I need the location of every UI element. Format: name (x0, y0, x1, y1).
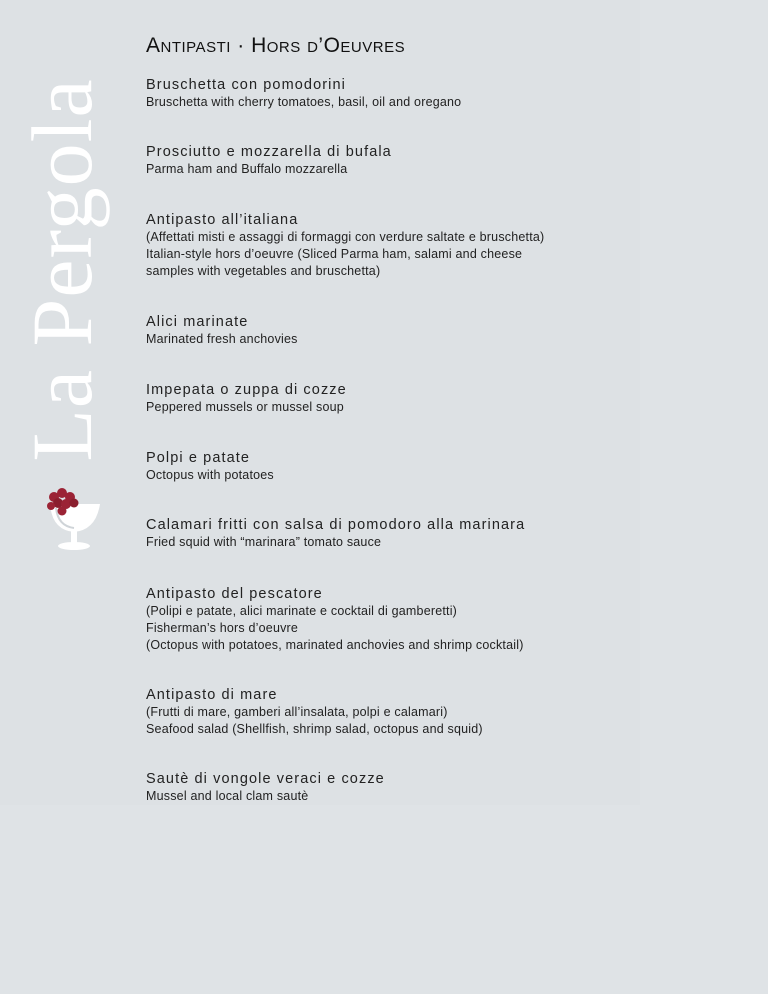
menu-item-name: Bruschetta con pomodorini (146, 77, 346, 93)
menu-item-name: Calamari fritti con salsa di pomodoro alla marinara (146, 517, 526, 533)
logo-wordmark: La Pergola (14, 78, 110, 462)
menu-item-description: samples with vegetables and bruschetta) (146, 264, 381, 278)
menu-item (146, 76, 626, 111)
menu-item-description: Octopus with potatoes (146, 468, 274, 482)
menu-item-description: Fried squid with “marinara” tomato sauce (146, 535, 382, 549)
menu-item (146, 516, 626, 551)
grape-bowl-icon (44, 486, 104, 552)
menu-item (146, 143, 626, 178)
menu-item-description: (Affettati misti e assaggi di formaggi con verdure saltate e bruschetta) (146, 230, 545, 244)
menu-item-description: Bruschetta with cherry tomatoes, basil, oil and oregano (146, 95, 462, 109)
menu-item-description: (Octopus with potatoes, marinated anchovies and shrimp cocktail) (146, 638, 524, 652)
menu-item-description: (Frutti di mare, gamberi all’insalata, polpi e calamari) (146, 705, 448, 719)
menu-item-description: Mussel and local clam sautè (146, 789, 309, 803)
menu-item-name: Antipasto all’italiana (146, 212, 299, 228)
menu-item (146, 313, 626, 348)
menu-item (146, 585, 626, 654)
menu-item (146, 449, 626, 484)
menu-item-description: Seafood salad (Shellfish, shrimp salad, octopus and squid) (146, 722, 483, 736)
menu-item-name: Sautè di vongole veraci e cozze (146, 771, 385, 787)
menu-item-description: Fisherman’s hors d’oeuvre (146, 621, 299, 635)
menu-item-description: Parma ham and Buffalo mozzarella (146, 162, 348, 176)
menu-item-name: Prosciutto e mozzarella di bufala (146, 144, 392, 160)
menu-section-title: Antipasti · Hors d’Oeuvres (146, 34, 406, 57)
menu-item-description: Italian-style hors d’oeuvre (Sliced Parma ham, salami and cheese (146, 247, 523, 261)
menu-item-name: Impepata o zuppa di cozze (146, 382, 347, 398)
menu-item (146, 770, 626, 805)
menu-item-description: Marinated fresh anchovies (146, 332, 298, 346)
menu-item-description: (Polipi e patate, alici marinate e cocktail di gamberetti) (146, 604, 458, 618)
menu-item-name: Antipasto di mare (146, 687, 278, 703)
menu-item-description: Peppered mussels or mussel soup (146, 400, 344, 414)
menu-item (146, 381, 626, 416)
menu-item-name: Polpi e patate (146, 450, 251, 466)
menu-item-name: Alici marinate (146, 314, 249, 330)
menu-item (146, 211, 626, 280)
menu-item-name: Antipasto del pescatore (146, 586, 323, 602)
menu-item (146, 686, 626, 738)
